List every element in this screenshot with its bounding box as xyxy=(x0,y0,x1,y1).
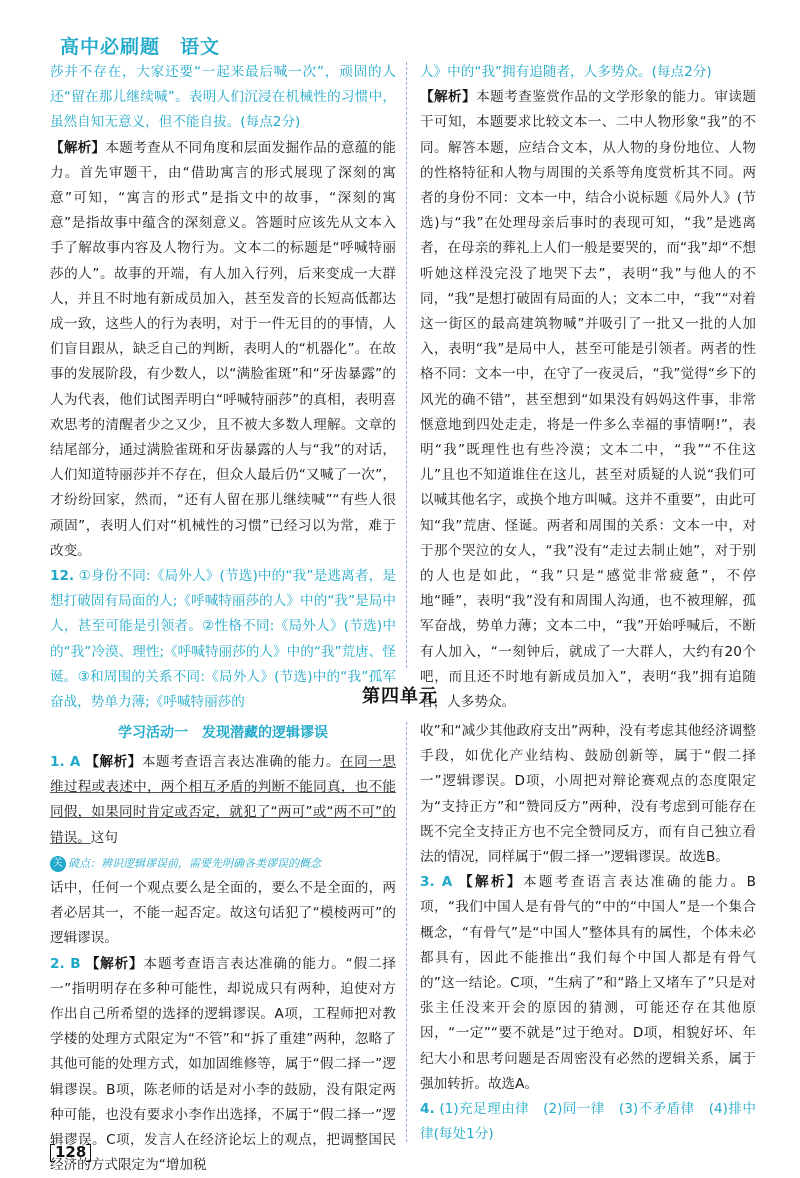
q2-continuation: 收”和“减少其他政府支出”两种，没有考虑其他经济调整手段，如优化产业结构、鼓励创新等，属于“假二择一”逻辑谬误。D项，小周把对辩论赛观点的态度限定为“支持正方”和“赞同反方”两种，没有考虑到可能存在既不完全支持正方也不完全赞同反方，而有自己独立看法的情况，同样属于“假二择一”逻辑谬误。故选B。 xyxy=(420,723,756,866)
top-left-column xyxy=(50,60,396,715)
question-12-answer: ①身份不同:《局外人》(节选)中的“我”是逃离者，是想打破固有局面的人;《呼喊特丽莎的人》中的“我”是局中人，甚至可能是引领者。②性格不同:《局外人》(节选)中的“我”冷漠、理性;《呼喊特丽莎的人》中的“我”荒唐、怪诞。③和周围的关系不同:《局外人》(节选)中的“我”孤军奋战，势单力薄;《呼喊特丽莎的 xyxy=(50,568,396,711)
question-2-number: 2. B xyxy=(50,955,81,972)
page-number-text: 128 xyxy=(55,1143,87,1161)
q1-text-underlined: 在同一思维过程或表述中，两个相互矛盾的判断不能同真，也不能同假，如果同时肯定或否定，就犯了“两可”或“两不可”的错误。 xyxy=(50,754,397,846)
top-right-column xyxy=(420,60,756,715)
analysis-tag-right: 【解析】 xyxy=(420,89,477,106)
q3-text: 本题考查语言表达准确的能力。B项，“我们中国人是有骨气的”中的“中国人”是一个集合概念，“有骨气”是“中国人”整体具有的属性，个体未必都具有，因此不能推出“我们每个中国人都是有骨气的”这一结论。C项，“生病了”和“路上又堵车了”只是对张主任没来开会的原因的猜测，可能还存在其他原因，“一定”“要不就是”过于绝对。D项，相貌好坏、年纪大小和思考问题是否周密没有必然的逻辑关系，属于强加转折。故选A。 xyxy=(420,874,756,1092)
page-number-bracket-right xyxy=(86,1144,91,1162)
question-4-number: 4. xyxy=(420,1101,435,1118)
tip-line xyxy=(50,851,396,876)
q1-text-a: 本题考查语言表达准确的能力。 xyxy=(141,754,340,770)
answer-continuation-right: 人》中的“我”拥有追随者，人多势众。(每点2分) xyxy=(420,64,712,80)
bottom-right-column xyxy=(420,719,756,1147)
analysis-tag: 【解析】 xyxy=(50,139,106,156)
answer-continuation: 莎并不存在，大家还要“一起来最后喊一次”，顽固的人还“留在那儿继续喊”。表明人们沉浸在机械性的习惯中，虽然自知无意义，但不能自拔。(每点2分) xyxy=(50,64,396,131)
q1-analysis-tag: 【解析】 xyxy=(85,754,142,770)
q3-analysis-tag: 【解析】 xyxy=(458,874,523,891)
question-3-number: 3. A xyxy=(420,874,453,891)
analysis-text: 本题考查从不同角度和层面发掘作品的意蕴的能力。首先审题干，由“借助寓言的形式展现了深刻的寓意”可知，“寓言的形式”是指文中的故事，“深刻的寓意”是指故事中蕴含的深刻意义。答题时应该先从文本入手了解故事内容及人物行为。文本二的标题是“呼喊特丽莎的人”。故事的开端，有人加入行列，后来变成一大群人，并且不时地有新成员加入，甚至发音的长短高低都达成一致，这些人的行为表明，对于一件无目的的事情，人们盲目跟从，缺乏自己的判断，表明人的“机器化”。在故事的发展阶段，有少数人，以“满脸雀斑”和“牙齿暴露”的人为代表，他们试图弄明白“呼喊特丽莎”的真相，表明喜欢思考的清醒者少之又少，且不被大多数人理解。文章的结尾部分，通过满脸雀斑和牙齿暴露的人与“我”的对话，人们知道特丽莎并不存在，但众人最后仍“又喊了一次”，才纷纷回家，然而，“还有人留在那儿继续喊”“有些人很顽固”，表明人们对“机械性的习惯”已经习以为常，难于改变。 xyxy=(50,139,397,559)
column-divider-bottom xyxy=(406,722,407,1142)
activity-title: 学习活动一 发现潜藏的逻辑谬误 xyxy=(118,725,328,741)
question-1-number: 1. A xyxy=(50,754,81,770)
tip-text: 破点：辨识逻辑谬误前，需要先明确各类谬误的概念 xyxy=(68,856,321,870)
question-12-number: 12. xyxy=(50,568,75,585)
unit-title: 第四单元 xyxy=(362,686,438,707)
analysis-text-right: 本题考查鉴赏作品的文学形象的能力。审读题干可知，本题要求比较文本一、二中人物形象“我”的不同。解答本题，应结合文本，从人物的身份地位、人物的性格特征和人物与周围的关系等角度赏析其不同。两者的身份不同：文本一中，结合小说标题《局外人》(节选)与“我”在处理母亲后事时的表现可知，“我”是逃离者，在母亲的葬礼上人们一般是要哭的，而“我”却“不想听她这样没完没了地哭下去”，表明“我”与他人的不同，“我”是想打破固有局面的人；文本二中，“我”“对着这一街区的最高建筑物喊”并吸引了一批又一批的人加入，表明“我”是局中人，甚至可能是引领者。两者的性格不同：文本一中，在守了一夜灵后，“我”觉得“乡下的风光的确不错”，甚至想到“如果没有妈妈这件事，非常惬意地到四处走走，将是一件多么幸福的事情啊!”，表明“我”既理性也有些冷漠；文本二中，“我”“不住这儿”且也不知道谁住在这儿，甚至对质疑的人说“我们可以喊其他名字，或换个地方叫喊。这并不重要”，由此可知“我”荒唐、怪诞。两者和周围的关系：文本一中，对于那个哭泣的女人，“我”没有“走过去制止她”，对于别的人也是如此，“我”只是“感觉非常疲惫”，不停地“睡”，表明“我”没有和周围人沟通，也不被理解，孤军奋战，势单力薄；文本二中，“我”开始呼喊后，不断有人加入，“一刻钟后，就成了一大群人，大约有20个吧，而且还不时地有新成员加入”，表明“我”拥有追随者，人多势众。 xyxy=(420,89,757,711)
tip-icon: 关 xyxy=(50,856,66,872)
q2-analysis-tag: 【解析】 xyxy=(85,955,144,972)
q4-answer: (1)充足理由律 (2)同一律 (3)不矛盾律 (4)排中律(每处1分) xyxy=(420,1101,756,1143)
bottom-left-column xyxy=(50,750,396,1178)
header-title: 高中必刷题 语文 xyxy=(60,36,221,58)
q2-text: 本题考查语言表达准确的能力。“假二择一”指明明存在多种可能性，却说成只有两种，迫使对方作出自己所希望的选择的逻辑谬误。A项，工程师把对教学楼的处理方式限定为“不管”和“拆了重建”两种，忽略了其他可能的处理方式，如加固维修等，属于“假二择一”逻辑谬误。B项，陈老师的话是对小李的鼓励，没有限定两种可能，也没有要求小李作出选择，不属于“假二择一”逻辑谬误。C项，发言人在经济论坛上的观点，把调整国民经济的方式限定为“增加税 xyxy=(50,955,397,1174)
page-number xyxy=(50,1143,91,1162)
q1-text-d: 话中，任何一个观点要么是全面的，要么不是全面的，两者必居其一，不能一起否定。故这句话犯了“模棱两可”的逻辑谬误。 xyxy=(50,880,396,947)
column-divider-top xyxy=(406,62,407,668)
q1-text-c: 这句 xyxy=(90,829,118,846)
